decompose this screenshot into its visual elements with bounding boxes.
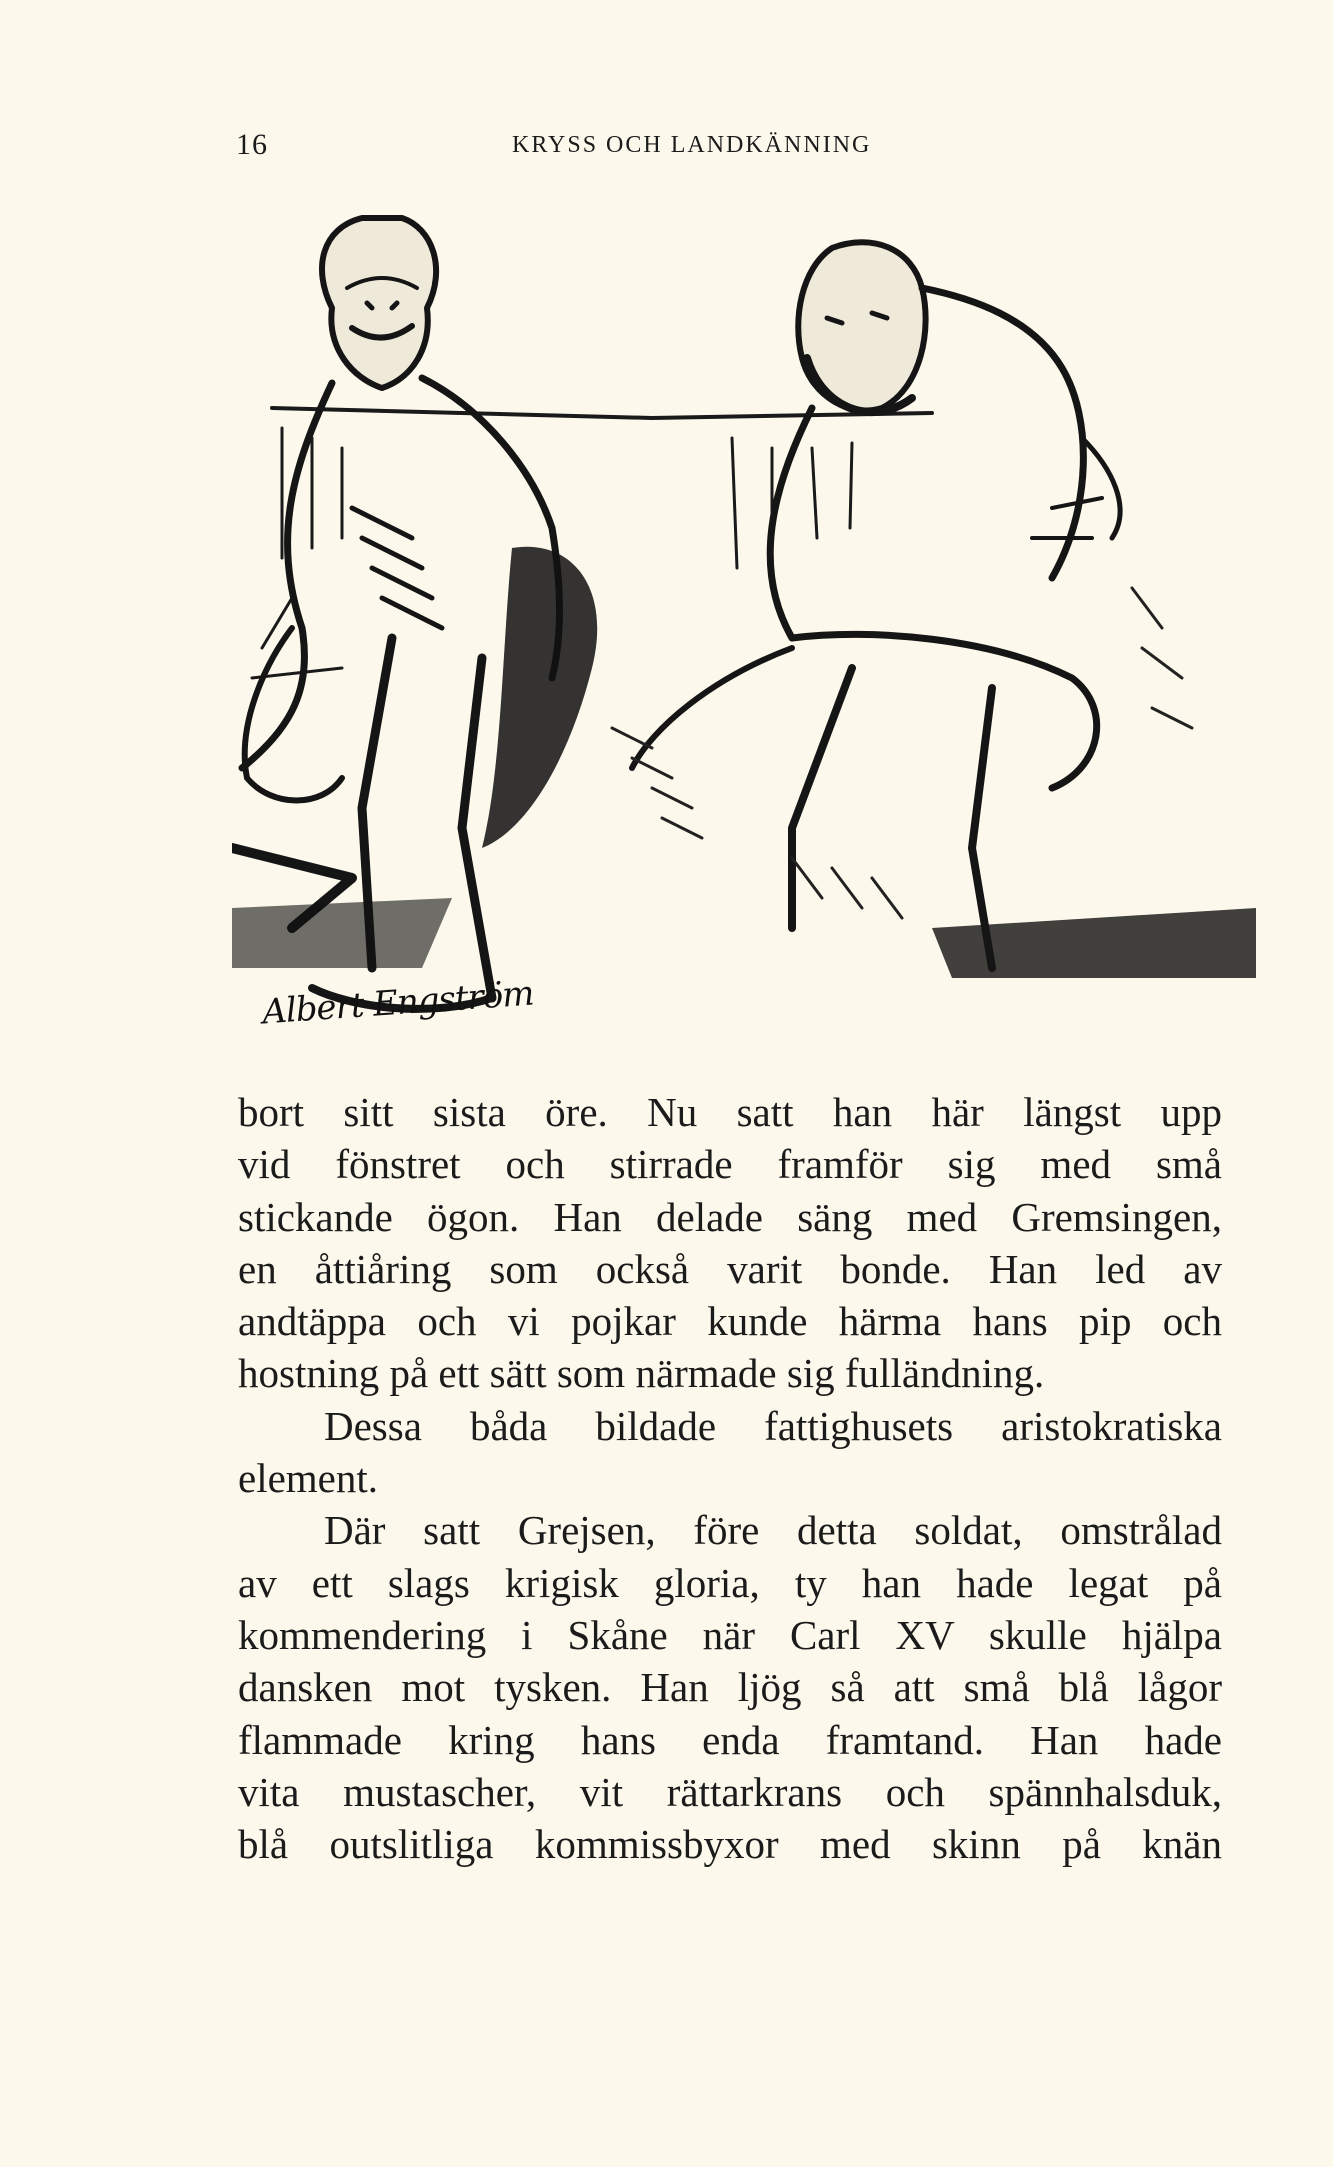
page-number: 16 (236, 128, 268, 161)
page-header (236, 128, 1236, 172)
text-line: stickande ögon. Han delade säng med Gremsingen, (238, 1193, 1222, 1240)
text-line: bort sitt sista öre. Nu satt han här längst upp (238, 1089, 1222, 1135)
text-line: element. (238, 1455, 379, 1502)
text-line: hostning på ett sätt som närmade sig fulländning. (238, 1350, 1045, 1397)
text-line: dansken mot tysken. Han ljög så att små blå lågor (238, 1664, 1222, 1711)
text-line: kommendering i Skåne när Carl XV skulle hjälpa (238, 1611, 1222, 1658)
text-line: av ett slags krigisk gloria, ty han hade legat på (238, 1559, 1222, 1606)
illustration-two-old-men (232, 208, 1256, 1046)
text-line: vid fönstret och stirrade framför sig med små (238, 1141, 1222, 1188)
text-line: Dessa båda bildade fattighusets aristokratiska (324, 1402, 1222, 1449)
text-line: andtäppa och vi pojkar kunde härma hans pip och (238, 1298, 1222, 1345)
body-text (238, 1086, 1222, 1870)
artist-signature: Albert Engström (260, 973, 535, 1033)
text-line: flammade kring hans enda framtand. Han hade (238, 1716, 1222, 1763)
running-title: KRYSS OCH LANDKÄNNING (512, 132, 872, 158)
text-line: en åttiåring som också varit bonde. Han led av (238, 1245, 1222, 1292)
text-line: vita mustascher, vit rättarkrans och spännhalsduk, (238, 1768, 1222, 1815)
text-line: blå outslitliga kommissbyxor med skinn på knän (238, 1821, 1222, 1868)
text-line: Där satt Grejsen, före detta soldat, omstrålad (324, 1507, 1222, 1554)
